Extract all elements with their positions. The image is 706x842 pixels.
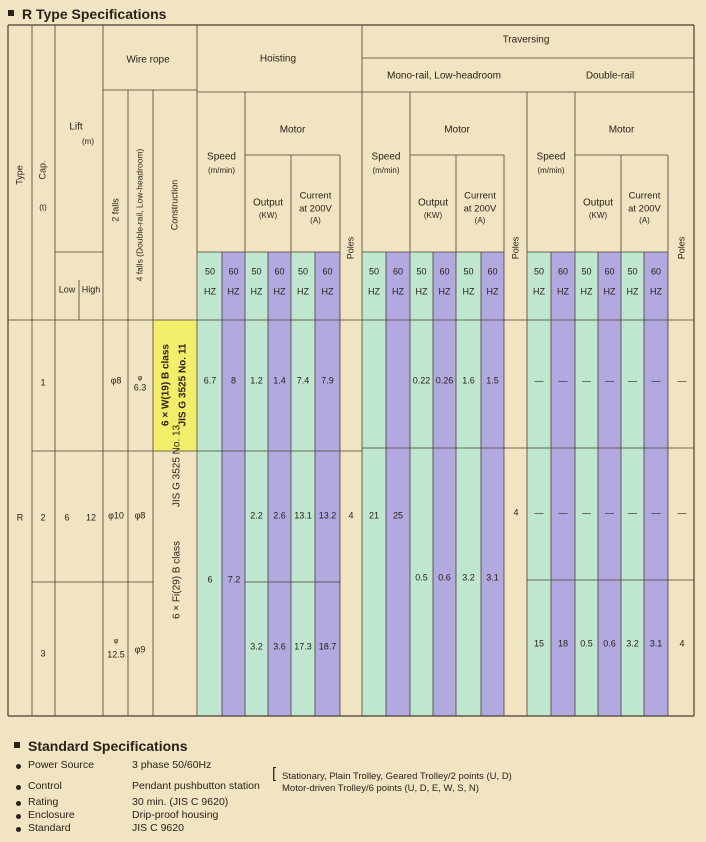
row1-hoist-value: 7.4 (296, 375, 310, 386)
header-high: High (81, 284, 101, 295)
lift-high: 12 (85, 512, 97, 523)
row2-double-value: — (582, 507, 591, 518)
hz-unit: HZ (368, 286, 380, 297)
header-output-unit: (KW) (588, 211, 608, 221)
header-speed: Speed (371, 151, 401, 163)
header-hoisting: Hoisting (259, 53, 297, 65)
row2-mono-speed: 21 (368, 510, 380, 521)
row1-four-falls: 6.3 (133, 382, 147, 393)
hz-value: 60 (650, 266, 662, 277)
hz-value: 60 (439, 266, 450, 277)
rating-label: Rating (28, 796, 59, 808)
row3-double-value: 3.1 (649, 638, 663, 649)
column-fill (362, 252, 386, 716)
header-double-rail: Double-rail (585, 70, 635, 82)
row1-double-value: — (628, 375, 637, 386)
column-fill (410, 252, 433, 716)
page-title-text: R Type Specifications (22, 6, 167, 22)
header-current-unit: (A) (639, 216, 650, 226)
header-current-unit: (A) (310, 216, 321, 226)
hz-unit: HZ (650, 286, 662, 297)
row2-mono-poles: 4 (513, 507, 519, 518)
control-note-2: Motor-driven Trolley/6 points (U, D, E, W, S, N) (282, 783, 479, 794)
hz-unit: HZ (250, 286, 263, 297)
row1-double-value: — (582, 375, 591, 386)
row23-mono-motor: 0.6 (438, 572, 451, 583)
header-motor: Motor (444, 124, 470, 136)
hz-value: 50 (533, 266, 545, 277)
hz-value: 60 (557, 266, 569, 277)
row2-mono-speed: 25 (392, 510, 404, 521)
rating-value: 30 min. (JIS C 9620) (132, 796, 229, 808)
row2-four-falls: φ8 (134, 510, 146, 521)
hz-value: 50 (204, 266, 216, 277)
hz-unit: HZ (204, 286, 216, 297)
bullet (16, 764, 21, 769)
row2-hoist-motor: 2.2 (250, 510, 263, 521)
row1-construction-std: JIS G 3525 No. 11 (177, 343, 189, 427)
row23-mono-motor: 3.1 (486, 572, 499, 583)
hz-unit: HZ (603, 286, 616, 297)
row3-two-falls-phi: φ (113, 637, 119, 645)
bullet (16, 785, 21, 790)
standard-value: JIS C 9620 (132, 822, 184, 834)
hz-value: 50 (627, 266, 638, 277)
row2-double-value: — (651, 507, 661, 518)
header-motor: Motor (279, 124, 306, 136)
header-four-falls: 4 falls (Double-rail, Low-headroom) (134, 148, 145, 282)
hz-value: 50 (581, 266, 592, 277)
row3-double-poles: 4 (679, 638, 685, 649)
header-current-voltage: at 200V (299, 203, 332, 215)
cap-1: 1 (40, 377, 46, 388)
row1-hoist-value: 6.7 (203, 375, 217, 386)
hz-value: 50 (463, 266, 474, 277)
header-construction: Construction (169, 179, 180, 231)
row1-construction: 6 × W(19) B class (160, 344, 172, 426)
row1-mono-value: 0.26 (435, 375, 454, 386)
hz-unit: HZ (415, 286, 428, 297)
header-speed-unit: (m/min) (207, 166, 236, 176)
header-two-falls: 2 falls (110, 198, 121, 222)
header-speed-unit: (m/min) (372, 166, 400, 176)
header-output: Output (252, 197, 284, 209)
hz-value: 50 (297, 266, 309, 277)
header-output: Output (417, 197, 449, 209)
row1-two-falls: φ8 (110, 375, 122, 386)
row1-mono-value: 1.5 (486, 375, 499, 386)
row1-hoist-value: 1.4 (273, 375, 286, 386)
row1-hoist-value: 8 (230, 375, 237, 386)
column-fill (433, 252, 456, 716)
row3-four-falls: φ9 (134, 644, 146, 655)
hz-value: 60 (604, 266, 615, 277)
hz-unit: HZ (557, 286, 569, 297)
header-current: Current (464, 190, 496, 202)
row3-hoist-motor: 18.7 (318, 641, 337, 652)
standard-title (14, 738, 187, 754)
header-output-unit: (KW) (423, 211, 443, 221)
header-current-voltage: at 200V (628, 203, 661, 215)
hz-unit: HZ (438, 286, 451, 297)
cap-2: 2 (40, 512, 46, 523)
control-note-1: Stationary, Plain Trolley, Geared Trolley/2 points (U, D) (282, 771, 512, 782)
row2-two-falls: φ10 (108, 510, 124, 521)
row3-double-value: 0.5 (580, 638, 593, 649)
header-wire-rope: Wire rope (126, 54, 170, 66)
header-output-unit: (KW) (258, 211, 278, 221)
column-fill (456, 252, 481, 716)
row3-double-value: 0.6 (603, 638, 616, 649)
header-current: Current (299, 190, 332, 202)
row23-hoist-speed: 7.2 (227, 574, 241, 585)
row2-double-value: — (534, 507, 544, 518)
row3-hoist-motor: 3.2 (250, 641, 263, 652)
row23-hoist-speed: 6 (207, 574, 213, 585)
row1-hoist-value: 7.9 (321, 375, 334, 386)
row1-double-value: — (534, 375, 544, 386)
row1-mono-value: 0.22 (412, 375, 431, 386)
hz-value: 60 (274, 266, 285, 277)
row2-hoist-poles: 4 (348, 510, 354, 521)
row3-double-value: 15 (533, 638, 545, 649)
hz-unit: HZ (297, 286, 309, 297)
hz-unit: HZ (486, 286, 499, 297)
row23-mono-motor: 3.2 (462, 572, 475, 583)
row1-double-poles: — (677, 375, 687, 386)
row23-construction-std: JIS G 3525 No. 13 (171, 424, 183, 508)
header-lift-unit: (m) (82, 137, 94, 147)
hz-unit: HZ (626, 286, 639, 297)
row2-hoist-motor: 13.2 (318, 510, 337, 521)
header-poles: Poles (510, 236, 521, 260)
type-r: R (16, 512, 24, 523)
header-cap-unit: (t) (39, 203, 47, 213)
standard-title-text: Standard Specifications (28, 738, 188, 754)
row3-two-falls: 12.5 (107, 649, 125, 660)
row3-hoist-motor: 17.3 (294, 641, 312, 652)
header-speed: Speed (536, 151, 566, 163)
row1-double-value: — (605, 375, 614, 386)
hz-value: 60 (392, 266, 404, 277)
header-speed: Speed (207, 151, 236, 163)
header-traversing: Traversing (502, 34, 550, 46)
hz-value: 50 (416, 266, 427, 277)
row3-double-value: 18 (557, 638, 569, 649)
control-value: Pendant pushbutton station (132, 780, 260, 792)
hz-unit: HZ (533, 286, 545, 297)
hz-value: 50 (368, 266, 380, 277)
header-current-unit: (A) (474, 216, 486, 226)
row3-hoist-motor: 3.6 (273, 641, 286, 652)
row2-hoist-motor: 2.6 (273, 510, 286, 521)
hz-unit: HZ (580, 286, 593, 297)
hz-unit: HZ (462, 286, 475, 297)
header-current: Current (628, 190, 661, 202)
control-bracket: [ (272, 765, 277, 782)
header-current-voltage: at 200V (463, 203, 497, 215)
hz-value: 50 (251, 266, 262, 277)
column-fill (481, 252, 504, 716)
standard-label: Standard (28, 822, 71, 834)
header-cap: Cap. (37, 160, 48, 180)
row1-four-falls-phi: φ (137, 374, 143, 382)
row1-hoist-value: 1.2 (250, 375, 263, 386)
bullet (16, 801, 21, 806)
row1-double-value: — (651, 375, 661, 386)
header-lift: Lift (69, 121, 83, 133)
enclosure-value: Drip-proof housing (132, 809, 219, 821)
column-fill (386, 252, 410, 716)
column-fill (198, 252, 222, 716)
hz-value: 60 (228, 266, 239, 277)
row2-double-value: — (605, 507, 614, 518)
header-speed-unit: (m/min) (537, 166, 565, 176)
header-poles: Poles (676, 236, 687, 260)
row1-double-value: — (558, 375, 568, 386)
power-source-label: Power Source (28, 759, 94, 771)
header-type: Type (14, 165, 25, 185)
hz-unit: HZ (227, 286, 240, 297)
row2-hoist-motor: 13.1 (294, 510, 312, 521)
row23-construction: 6 × Fi(29) B class (171, 540, 183, 620)
row2-double-poles: — (677, 507, 687, 518)
row23-mono-motor: 0.5 (415, 572, 428, 583)
lift-low: 6 (64, 512, 70, 523)
control-label: Control (28, 780, 62, 792)
header-monorail: Mono-rail, Low-headroom (387, 70, 501, 82)
header-poles: Poles (345, 236, 356, 260)
row2-double-value: — (558, 507, 568, 518)
row1-mono-value: 1.6 (462, 375, 475, 386)
header-output: Output (582, 197, 614, 209)
header-motor: Motor (608, 124, 635, 136)
bullet (16, 814, 21, 819)
header-low: Low (58, 284, 76, 295)
cap-3: 3 (40, 648, 46, 659)
hz-unit: HZ (321, 286, 334, 297)
row2-double-value: — (628, 507, 637, 518)
hz-unit: HZ (392, 286, 404, 297)
hz-value: 60 (322, 266, 333, 277)
column-fill (222, 252, 245, 716)
bullet (16, 827, 21, 832)
power-source-value: 3 phase 50/60Hz (132, 759, 212, 771)
hz-unit: HZ (273, 286, 286, 297)
row3-double-value: 3.2 (626, 638, 639, 649)
hz-value: 60 (487, 266, 498, 277)
enclosure-label: Enclosure (28, 809, 75, 821)
